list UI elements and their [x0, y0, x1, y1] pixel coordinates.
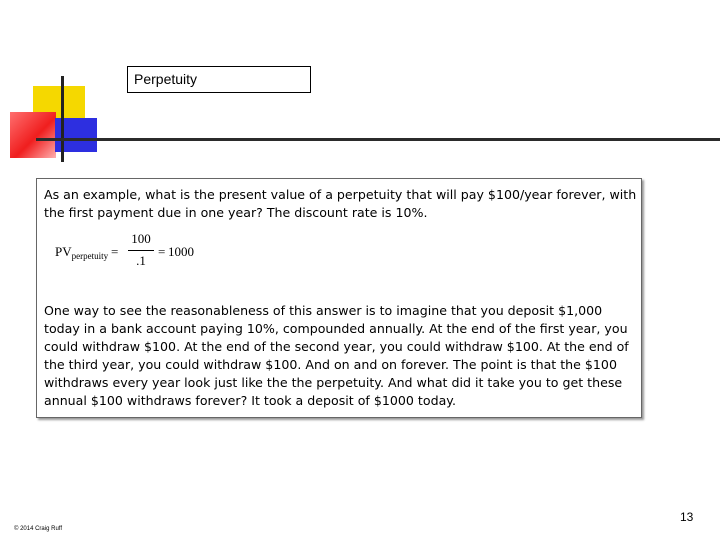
slide-title: Perpetuity: [127, 66, 311, 93]
vertical-rule: [61, 76, 64, 162]
red-square-decoration: [10, 112, 56, 158]
formula-fraction-bar: [128, 250, 154, 251]
formula-subscript: perpetuity: [71, 251, 109, 261]
explanation-text: One way to see the reasonableness of this answer is to imagine that you deposit $1,000 today in a bank account paying 10%, compounded annually. At the end of the first year, you could withdraw $100. At the end of the second year, you could withdraw $100. At the end of the third year, you could withdraw $100. And on and on forever. The point is that the $100 withdraws every year look just like the the perpetuity. And what did it take you to get these annual $100 withdraws forever? It took a deposit of $1000 today.: [44, 303, 629, 408]
formula-result: 1000: [168, 244, 194, 259]
formula-equals-sign-2: =: [158, 244, 166, 259]
pv-perpetuity-formula: [55, 231, 235, 271]
copyright-notice: © 2014 Craig Ruff: [14, 526, 63, 532]
formula-pv: PV: [55, 244, 72, 259]
formula-numerator: 100: [131, 231, 151, 246]
formula-denominator: .1: [136, 253, 146, 268]
example-question-text: As an example, what is the present value of a perpetuity that will pay $100/year forever, with the first payment due in one year? The discount rate is 10%.: [44, 187, 637, 220]
formula-pv-label: [55, 244, 108, 260]
page-number: 13: [680, 510, 694, 524]
horizontal-rule: [36, 138, 720, 141]
content-box: [36, 178, 642, 418]
formula-equals-sign: =: [111, 244, 119, 259]
